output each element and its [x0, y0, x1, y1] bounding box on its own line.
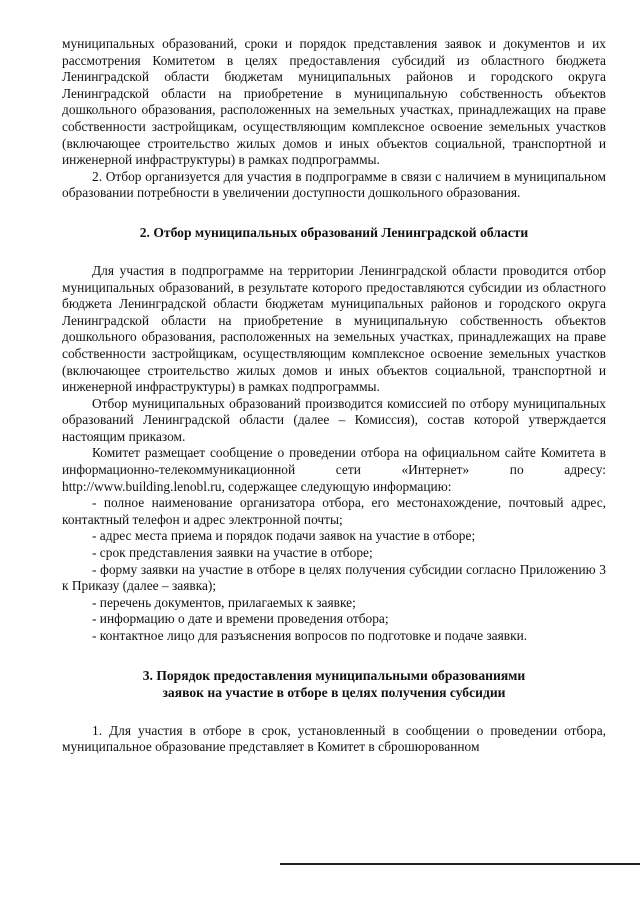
list-item: - информацию о дате и времени проведения отбора; [92, 611, 389, 627]
list-item: - контактное лицо для разъяснения вопросов по подготовке и подаче заявки. [92, 628, 528, 643]
list-item: - форму заявки на участие в отборе в целях получения субсидии согласно Приложению 3 к Приказу (далее – заявка); [62, 561, 606, 594]
list-item: - перечень документов, прилагаемых к заявке; [92, 594, 356, 610]
scan-edge-line [280, 863, 640, 865]
list-item: - полное наименование организатора отбора, его местонахождение, почтовый адрес, контактный телефон и адрес электронной почты; [62, 495, 606, 527]
section-3-paragraph: 1. Для участия в отборе в срок, установленный в сообщении о проведении отбора, муниципальное образование представляет в Комитет в сброшюрованном [62, 722, 606, 755]
paragraph-continuation: муниципальных образований, сроки и порядок представления заявок и документов и их рассмотрения Комитетом в целях предоставления субсидий из областного бюджета Ленинградской области бюджетам муниципальных районов и городского округа Ленинградской области на приобретение в муниципальную собственность объектов дошкольного образования, расположенных на земельных участках, принадлежащих на праве собственности застройщикам, осуществляющим комплексное освоение земельных участков (включающее строительство жилых домов и иных объектов социальной, транспортной и инженерной инфраструктуры) в рамках подпрограммы. [62, 36, 606, 168]
section-3-heading-line-1: 3. Порядок предоставления муниципальными образованиями [142, 667, 526, 683]
paragraph-item-2: 2. Отбор организуется для участия в подпрограмме в связи с наличием в муниципальном образовании потребности в увеличении доступности дошкольного образования. [62, 168, 606, 201]
section-3-heading-line-2: заявок на участие в отборе в целях получения субсидии [162, 684, 506, 700]
section-2-paragraph: Комитет размещает сообщение о проведении отбора на официальном сайте Комитета в информационно-телекоммуникационной сети «Интернет» по адресу: http://www.building.lenobl.ru, содержащее следующую информацию: [62, 445, 606, 494]
list-item: - срок представления заявки на участие в отборе; [92, 545, 373, 561]
section-2-paragraph: Отбор муниципальных образований производится комиссией по отбору муниципальных образований Ленинградской области (далее – Комиссия), состав которой утверждается настоящим приказом. [62, 395, 606, 444]
list-item: - адрес места приема и порядок подачи заявок на участие в отборе; [92, 528, 476, 544]
section-2-paragraph: Для участия в подпрограмме на территории Ленинградской области проводится отбор муниципальных образований, в результате которого предоставляются субсидии из областного бюджета Ленинградской области бюджетам муниципальных районов и городского округа Ленинградской области на приобретение в муниципальную собственность объектов дошкольного образования, расположенных на земельных участках, принадлежащих на праве собственности застройщикам, осуществляющим комплексное освоение земельных участков (включающее строительство жилых домов и иных объектов социальной, транспортной и инженерной инфраструктуры) в рамках подпрограммы. [62, 262, 606, 395]
section-2-heading: 2. Отбор муниципальных образований Ленинградской области [139, 224, 529, 240]
